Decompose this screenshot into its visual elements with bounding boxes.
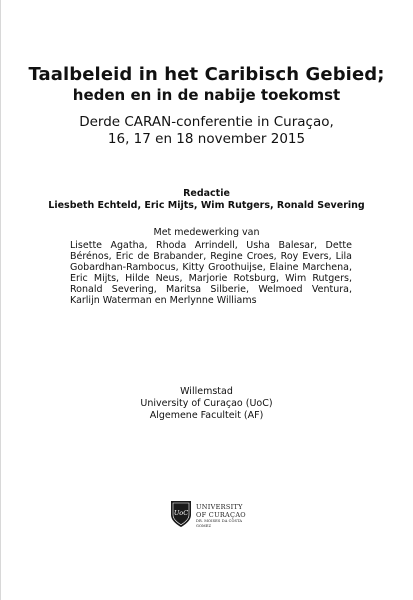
contributors-heading: Met medewerking van xyxy=(153,227,260,238)
university-logo xyxy=(170,500,250,532)
publication-place: Willemstad xyxy=(180,386,233,397)
logo-line-1: UNIVERSITY xyxy=(196,503,243,511)
logo-line-2: OF CURAÇAO xyxy=(196,511,246,519)
university-shield-icon xyxy=(170,500,192,528)
book-title: Taalbeleid in het Caribisch Gebied; xyxy=(28,64,385,85)
logo-line-3: DR. MOISES DA COSTA GOMEZ xyxy=(196,519,243,528)
shield-monogram: UoC xyxy=(173,509,189,517)
publisher-name: University of Curaçao (UoC) xyxy=(140,398,273,409)
faculty-name: Algemene Faculteit (AF) xyxy=(149,410,264,421)
editors-heading: Redactie xyxy=(183,188,230,199)
conference-line-1: Derde CARAN-conferentie in Curaçao, xyxy=(79,114,334,130)
editors-list: Liesbeth Echteld, Eric Mijts, Wim Rutgers, Ronald Severing xyxy=(48,200,365,211)
book-subtitle: heden en in de nabije toekomst xyxy=(72,86,341,104)
logo-wordmark xyxy=(196,503,250,529)
conference-line-2: 16, 17 en 18 november 2015 xyxy=(107,131,306,147)
contributors-list: Lisette Agatha, Rhoda Arrindell, Usha Balesar, Dette Bérénos, Eric de Brabander, Regine Croes, Roy Evers, Lila Gobardhan-Rambocus, Kitty Groothuijse, Elaine Marchena, Eric Mijts, Hilde Neus, Marjorie Rotsburg, Wim Rutgers, Ronald Severing, Maritsa Silberie, Welmoed Ventura, Karlijn Waterman en Merlynne Williams xyxy=(70,240,352,306)
